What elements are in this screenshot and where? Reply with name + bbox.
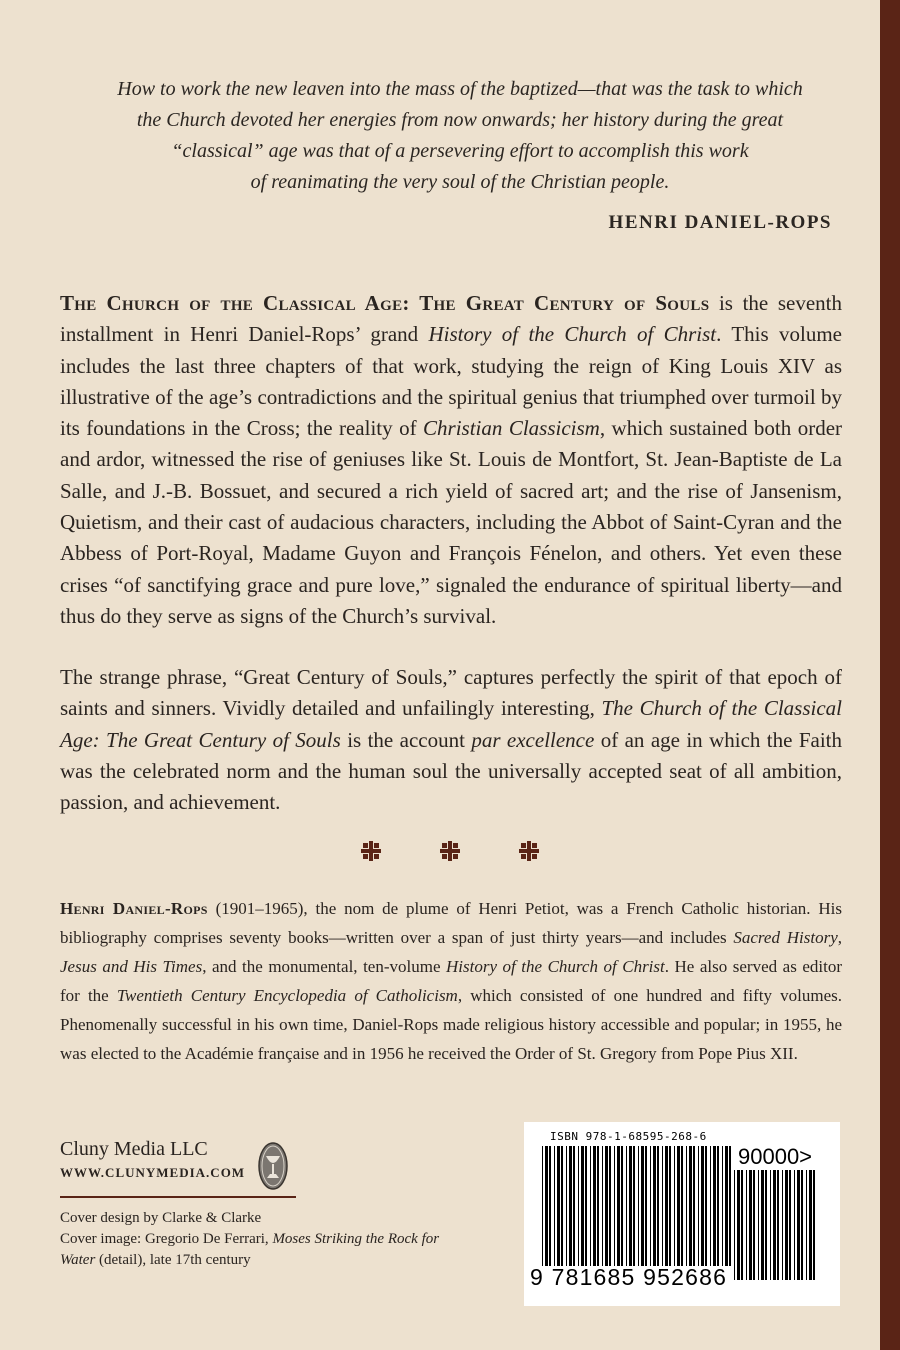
barcode-bar [749, 1170, 752, 1280]
publisher-name: Cluny Media LLC [60, 1138, 208, 1160]
barcode-bar [554, 1146, 555, 1266]
barcode-bar [777, 1170, 779, 1280]
barcode-bar [653, 1146, 656, 1266]
barcode-bar [542, 1146, 543, 1266]
barcode-bar [681, 1146, 683, 1266]
barcode-bar [794, 1170, 795, 1280]
barcode-bar [717, 1146, 719, 1266]
text-run: , [837, 928, 842, 947]
barcode-bar [581, 1146, 584, 1266]
italic-title: Moses Striking the Rock for Water [60, 1231, 440, 1268]
barcode-bar [789, 1170, 791, 1280]
barcode-bar [741, 1170, 743, 1280]
text-run: . He also served as editor for the [60, 957, 843, 1005]
barcode-bar [641, 1146, 644, 1266]
barcode-bar [765, 1170, 767, 1280]
barcode-bar [578, 1146, 579, 1266]
text-run: is the account [340, 727, 472, 752]
quote-line: of reanimating the very soul of the Christian people. [250, 171, 670, 193]
barcode-bar [626, 1146, 627, 1266]
book-title: The Church of the Classical Age: The Great Century of Souls [60, 291, 710, 315]
barcode-bar [585, 1146, 587, 1266]
barcode-bar [569, 1146, 572, 1266]
barcode-bar [705, 1146, 707, 1266]
text-run: The strange phrase, “Great Century of Souls,” captures perfectly the spirit of that epoch of saints and sinners. Vividly detailed and unfailingly interesting, [60, 665, 842, 721]
description-paragraph-1 [60, 288, 842, 632]
barcode-bar [725, 1146, 728, 1266]
barcode-bar [669, 1146, 671, 1266]
barcode-bar [662, 1146, 663, 1266]
italic-title: Jesus and His Times [60, 957, 203, 976]
barcode-bar [737, 1170, 740, 1280]
ean-barcode [542, 1146, 732, 1266]
barcode-bar [758, 1170, 759, 1280]
section-ornaments [360, 840, 540, 862]
quote-line: the Church devoted her energies from now onwards; her history during the great [136, 109, 784, 131]
barcode-bar [617, 1146, 620, 1266]
price-code: 90000> [738, 1144, 813, 1169]
barcode-bar [602, 1146, 603, 1266]
italic-title: The Church of the Classical Age: The Great Century of Souls [60, 696, 843, 752]
cross-ornament-icon [439, 840, 461, 862]
description-paragraph-2 [60, 662, 842, 818]
cover-credits [60, 1208, 440, 1271]
barcode-bar [761, 1170, 764, 1280]
barcode-bar [686, 1146, 687, 1266]
text-run: . This volume includes the last three chapters of that work, studying the reign of King Louis XIV as illustrative of the age’s contradictions and the spiritual genius that triumphed over turmoil by its foundations in the Cross; the reality of [60, 322, 842, 441]
barcode-bar [638, 1146, 639, 1266]
barcode-bar [590, 1146, 591, 1266]
barcode-bar [693, 1146, 695, 1266]
barcode-bar [650, 1146, 651, 1266]
quote-line: “classical” age was that of a persevering effort to accomplish this work [171, 140, 749, 162]
cross-ornament-icon [360, 840, 382, 862]
text-run: is the seventh installment in Henri Daniel-Rops’ grand [60, 291, 842, 347]
text-run: , which sustained both order and ardor, witnessed the rise of geniuses like St. Louis de Montfort, St. Jean-Baptiste de La Salle, and J.-B. Bossuet, and secured a rich yield of sacred art; and the rise of Jansenism, Quietism, and their cast of audacious characters, including the Abbot of Saint-Cyran and the Abbess of Port-Royal, Madame Guyon and François Fénelon, and others. Yet even these crises “of sanctifying grace and pure love,” signaled the endurance of spiritual liberty—and thus do they serve as signs of the Church’s survival. [60, 416, 843, 628]
barcode-bar [753, 1170, 755, 1280]
barcode-bar [566, 1146, 567, 1266]
italic-title: Sacred History [733, 928, 838, 947]
barcode-bar [770, 1170, 771, 1280]
barcode-bar [801, 1170, 803, 1280]
isbn-label: ISBN 978-1-68595-268-6 [550, 1130, 707, 1143]
divider-rule [60, 1196, 296, 1198]
epigraph-quote [60, 74, 860, 198]
author-bio [60, 894, 842, 1068]
italic-title: History of the Church of Christ [428, 322, 717, 347]
quote-author: HENRI DANIEL-ROPS [608, 212, 832, 233]
barcode-bar [657, 1146, 659, 1266]
barcode-bar [614, 1146, 615, 1266]
barcode-bar [729, 1146, 731, 1266]
text-run: , which consisted of one hundred and fifty volumes. Phenomenally successful in his own time, Daniel-Rops made religious history accessible and popular; in 1955, he was elected to the Académie française and in 1956 he received the Order of St. Gregory from Pope Pius XII. [60, 986, 843, 1063]
barcode-panel [524, 1122, 840, 1306]
barcode-bar [734, 1170, 735, 1280]
text-run: (1901–1965), the nom de plume of Henri Petiot, was a French Catholic historian. His bibliography comprises seventy books—written over a span of just thirty years—and includes [60, 899, 842, 947]
author-name: Henri Daniel-Rops [60, 899, 208, 918]
barcode-bar [549, 1146, 551, 1266]
barcode-bar [797, 1170, 800, 1280]
barcode-bar [665, 1146, 668, 1266]
text-run: , and the monumental, ten-volume [202, 957, 447, 976]
barcode-bar [722, 1146, 723, 1266]
barcode-bar [782, 1170, 783, 1280]
italic-term: par excellence [471, 727, 595, 752]
barcode-bar [806, 1170, 807, 1280]
quote-line: How to work the new leaven into the mass of the baptized—that was the task to which [117, 78, 803, 100]
image-credit [60, 1229, 440, 1271]
barcode-bar [785, 1170, 788, 1280]
barcode-bar [629, 1146, 632, 1266]
barcode-bar [674, 1146, 675, 1266]
italic-title: Twentieth Century Encyclopedia of Catholicism [116, 986, 458, 1005]
barcode-bar [545, 1146, 548, 1266]
barcode-bar [557, 1146, 560, 1266]
publisher-url: WWW.CLUNYMEDIA.COM [60, 1165, 246, 1180]
barcode-bar [645, 1146, 647, 1266]
barcode-bar [605, 1146, 608, 1266]
barcode-bar [609, 1146, 611, 1266]
chalice-icon [258, 1142, 288, 1190]
barcode-bar [809, 1170, 812, 1280]
barcode-bar [701, 1146, 704, 1266]
barcode-bar [597, 1146, 599, 1266]
barcode-bar [621, 1146, 623, 1266]
barcode-bar [698, 1146, 699, 1266]
barcode-bar [813, 1170, 815, 1280]
italic-term: Christian Classicism [423, 416, 600, 441]
barcode-bar [746, 1170, 747, 1280]
barcode-bar [593, 1146, 596, 1266]
spine-strip [880, 0, 900, 1350]
design-credit: Cover design by Clarke & Clarke [60, 1210, 262, 1226]
barcode-bar [561, 1146, 563, 1266]
barcode-bar [677, 1146, 680, 1266]
barcode-bar [633, 1146, 635, 1266]
barcode-bar [689, 1146, 692, 1266]
text-run: of an age in which the Faith was the celebrated norm and the human soul the universally accepted seat of all ambition, passion, and achievement. [60, 727, 842, 815]
addon-barcode [734, 1170, 820, 1280]
barcode-digits: 9 781685 952686 [530, 1264, 728, 1290]
cross-ornament-icon [518, 840, 540, 862]
barcode-bar [713, 1146, 716, 1266]
barcode-bar [773, 1170, 776, 1280]
barcode-bar [573, 1146, 575, 1266]
italic-title: History of the Church of Christ [446, 957, 665, 976]
text-run: Cover image: Gregorio De Ferrari, [60, 1231, 273, 1247]
barcode-bar [710, 1146, 711, 1266]
text-run: (detail), late 17th century [95, 1252, 251, 1268]
